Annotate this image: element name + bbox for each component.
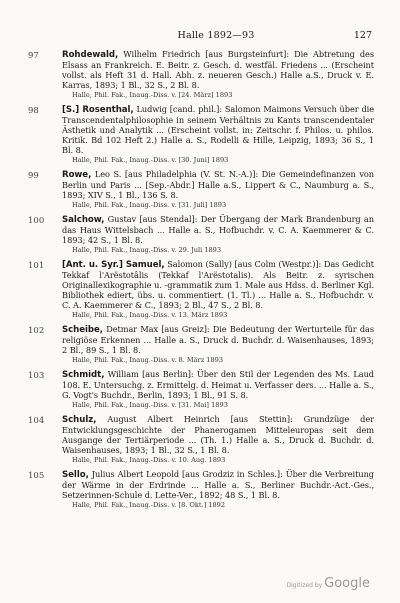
entry-author: Scheibe, [62, 325, 104, 336]
watermark-brand: Google [324, 576, 370, 591]
entry-body: Julius Albert Leopold [aus Grodziz in Schles.]: Über die Verbreitung der Wärme in der Erdrinde ... Halle a. S., Berliner Buchdr.-Act.-Ges., Setzerinnen-Schule d. Lette-Ver., 1892; 48 S., 1 Bl. 8. [62, 469, 374, 501]
entry-number: 103 [28, 371, 45, 382]
entry-body: Leo S. [aus Philadelphia (V. St. N.-A.)]: Die Gemeindefinanzen von Berlin und Paris ... [Sep.-Abdr.] Halle a.S., Lippert & C., Naumburg a. S., 1893; XIV S., 1 Bl., 136 S. 8. [62, 168, 374, 200]
bibliography-list [28, 50, 374, 516]
entry-text [62, 415, 374, 456]
page-number: 127 [353, 30, 372, 41]
entry-body: Salomon (Sally) [aus Colm (Westpr.)]: Das Gedicht Tekkaf l'Arëstotâlis (Tekkaf l'Arëstotalis). Als Beitr. z. syrischen Originallexikographie u. -grammatik zum 1. Male aus Hdss. d. Berliner Kgl. Bibliothek ediert, übs. u. commentiert. (1. Tl.) ... Halle a. S., Hofbuchdr. v. C. A. Kaemmerer & C., 1893; 2 Bl., 47 S., 2 Bl. 8. [62, 259, 374, 310]
list-item [28, 325, 374, 364]
entry-author: [S.] Rosenthal, [62, 105, 134, 116]
entry-number: 105 [28, 471, 45, 482]
entry-author: Rowe, [62, 169, 92, 180]
list-item [28, 415, 374, 464]
list-item [28, 370, 374, 409]
entry-note: Halle, Phil. Fak., Inaug.-Diss. v. [8. Okt.] 1892 [72, 501, 226, 510]
list-item [28, 470, 374, 509]
entry-note: Halle, Phil. Fak., Inaug.-Diss. v. 29. Juli 1893 [72, 245, 222, 254]
entry-number: 100 [28, 216, 45, 227]
entry-number: 99 [28, 170, 39, 181]
entry-number: 97 [28, 51, 39, 61]
entry-number: 98 [28, 106, 39, 117]
running-title: Halle 1892—93 [177, 30, 255, 41]
watermark-prefix: Digitized by [286, 582, 323, 589]
entry-number: 104 [28, 416, 45, 427]
entry-note: Halle, Phil. Fak., Inaug.-Diss. v. [31. Mai] 1893 [72, 401, 228, 409]
entry-author: [Ant. u. Syr.] Samuel, [62, 260, 165, 271]
entry-author: Rohdewald, [62, 50, 119, 60]
list-item [28, 105, 374, 164]
entry-note: Halle, Phil. Fak., Inaug.-Diss. v. 10. Aug. 1893 [72, 456, 226, 465]
entry-author: Sello, [62, 470, 89, 481]
entry-text [62, 105, 374, 156]
entry-note: Halle, Phil. Fak., Inaug.-Diss. v. 13. März 1893 [72, 310, 228, 319]
entry-author: Schulz, [62, 415, 97, 426]
entry-body: William [aus Berlin]: Über den Stil der Legenden des Ms. Laud 108. E. Untersuchg. z. Ermittelg. d. Heimat u. Verfasser ders. ... Halle a. S., G. Vogt's Buchdr., Berlin, 1893; 1 Bl., 91 S. 8. [62, 369, 374, 401]
list-item [28, 50, 374, 99]
entry-body: Wilhelm Friedrich [aus Burgsteinfurt]: Die Abtretung des Elsass an Frankreich. E. Beitr. z. Gesch. d. westfäl. Friedens ... (Erscheint vollst. als Heft 31 d. Hall. Abh. z. neueren Gesch.) Halle a.S., Druck v. E. Karras, 1893; 1 Bl., 32 S., 2 Bl. 8. [62, 49, 374, 90]
entry-body: Gustav [aus Stendal]: Der Übergang der Mark Brandenburg an das Haus Wittelsbach ... Halle a. S., Hofbuchdr. v. C. A. Kaemmerer & C. 1893; 42 S., 1 Bl. 8. [62, 214, 374, 245]
running-header [60, 30, 372, 44]
entry-text [62, 170, 374, 201]
entry-author: Schmidt, [62, 370, 105, 381]
entry-text [62, 50, 374, 91]
entry-number: 101 [28, 261, 45, 272]
entry-number: 102 [28, 326, 45, 337]
entry-text [62, 370, 374, 401]
entry-author: Salchow, [62, 215, 105, 226]
entry-note: Halle, Phil. Fak., Inaug.-Diss. v. [31. Juli] 1893 [72, 200, 227, 209]
entry-body: Ludwig [cand. phil.]: Salomon Maimons Versuch über die Transcendentalphilosophie in seinem Verhältnis zu Kants transcendentaler Ästhetik und Analytik ... (Erscheint vollst. in: Zeitschr. f. Philos. u. philos. Kritik. Bd 102 Heft 2.) Halle a. S., Rodelli & Hille, Leipzig, 1893; 36 S., 1 Bl. 8. [62, 104, 374, 155]
entry-note: Halle, Phil. Fak., Inaug.-Diss. v. [24. März] 1893 [72, 90, 233, 99]
list-item [28, 215, 374, 254]
entry-note: Halle, Phil. Fak., Inaug.-Diss. v. 8. März 1893 [72, 355, 224, 364]
entry-note: Halle, Phil. Fak., Inaug.-Diss. v. [30. Juni] 1893 [72, 155, 229, 164]
entry-text [62, 260, 374, 311]
list-item [28, 260, 374, 319]
digitization-watermark [286, 572, 370, 591]
entry-body: August Albert Heinrich [aus Stettin]: Grundzüge der Entwicklungsgeschichte der Phanerogamen Mitteleuropas seit dem Ausgange der Tertiärperiode ... (Th. 1.) Halle a. S., Druck d. Buchdr. d. Waisenhauses, 1893; 1 Bl., 32 S., 1 Bl. 8. [62, 414, 374, 456]
list-item [28, 170, 374, 209]
entry-text [62, 325, 374, 356]
entry-body: Detmar Max [aus Greiz]: Die Bedeutung der Werturteile für das religiöse Erkennen ... Halle a. S., Druck d. Buchdr. d. Waisenhauses, 1893; 2 Bl., 89 S., 1 Bl. 8. [62, 324, 374, 355]
entry-text [62, 470, 374, 501]
entry-text [62, 215, 374, 246]
